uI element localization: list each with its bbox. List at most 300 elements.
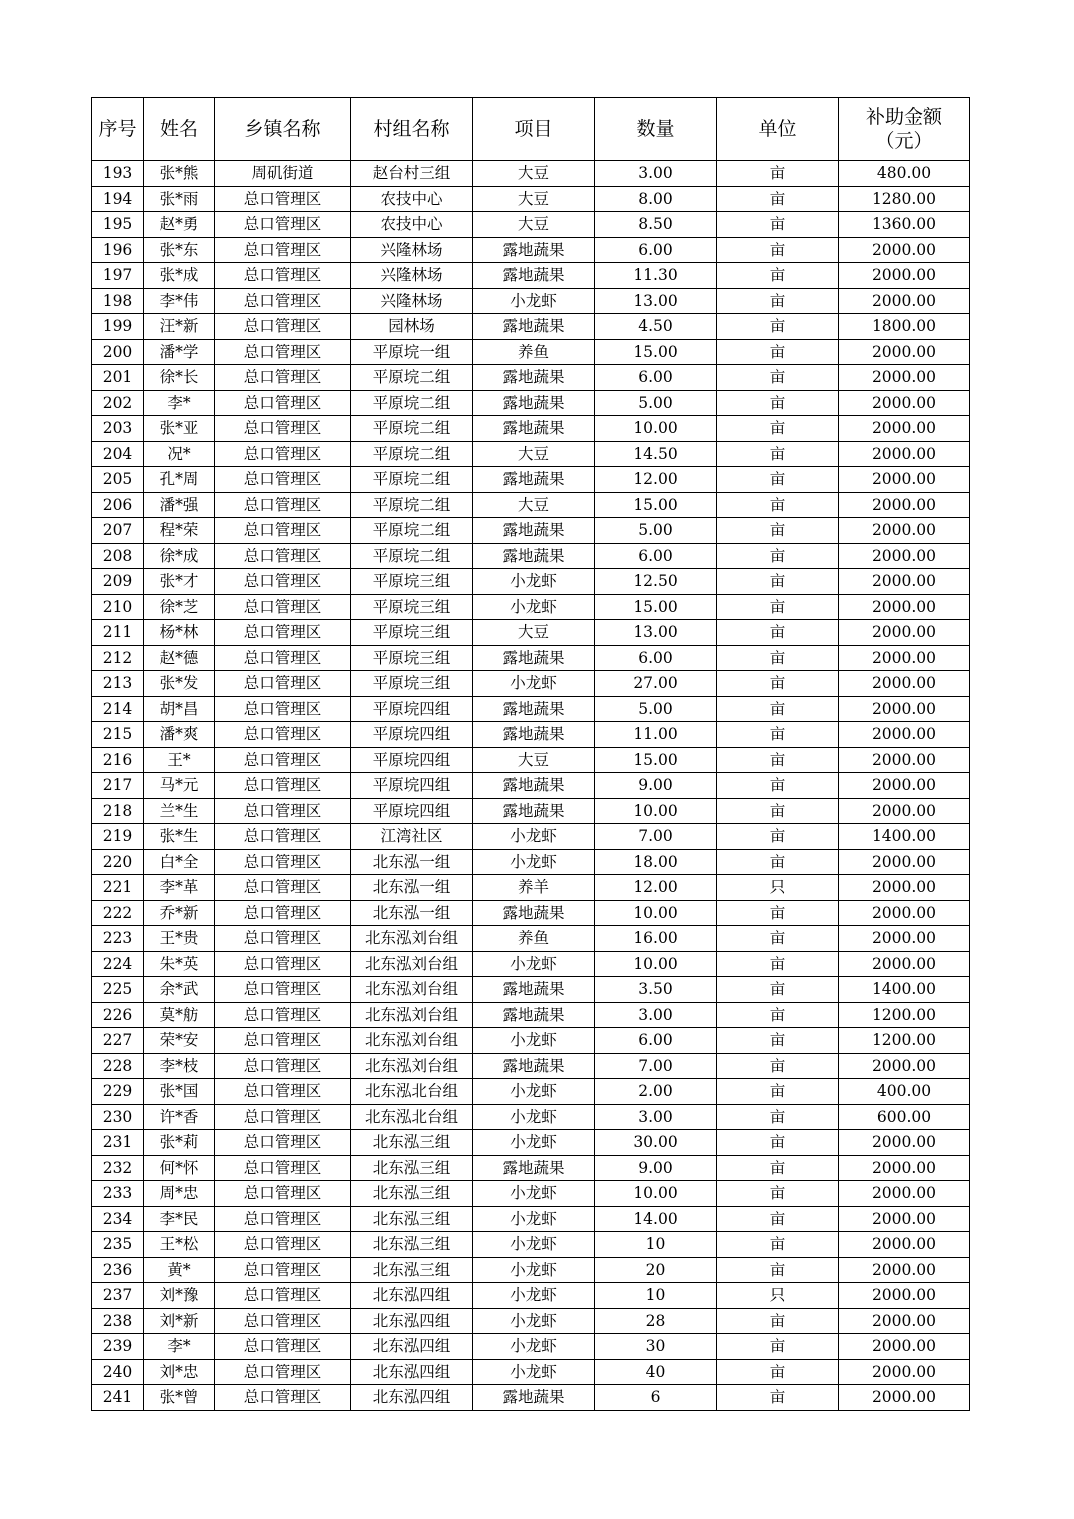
cell-name: 余*武: [144, 977, 215, 1003]
cell-village-group: 平原垸三组: [351, 671, 473, 697]
cell-village-group: 农技中心: [351, 212, 473, 238]
cell-project: 养鱼: [473, 339, 595, 365]
cell-quantity: 14.00: [595, 1206, 717, 1232]
cell-index: 221: [92, 875, 144, 901]
cell-township: 总口管理区: [215, 1232, 351, 1258]
cell-name: 杨*林: [144, 620, 215, 646]
cell-name: 张*亚: [144, 416, 215, 442]
cell-name: 李*: [144, 390, 215, 416]
header-index: 序号: [92, 98, 144, 161]
cell-name: 李*民: [144, 1206, 215, 1232]
table-row: [92, 518, 970, 544]
header-unit: 单位: [717, 98, 839, 161]
table-row: [92, 1181, 970, 1207]
cell-township: 总口管理区: [215, 1334, 351, 1360]
cell-quantity: 30.00: [595, 1130, 717, 1156]
cell-amount: 2000.00: [839, 951, 970, 977]
table-row: [92, 416, 970, 442]
cell-quantity: 5.00: [595, 518, 717, 544]
cell-unit: 亩: [717, 543, 839, 569]
table-row: [92, 1002, 970, 1028]
cell-quantity: 10: [595, 1232, 717, 1258]
table-row: [92, 1130, 970, 1156]
cell-index: 224: [92, 951, 144, 977]
cell-unit: 亩: [717, 339, 839, 365]
cell-village-group: 北东泓四组: [351, 1308, 473, 1334]
cell-amount: 2000.00: [839, 569, 970, 595]
cell-amount: 2000.00: [839, 1359, 970, 1385]
cell-amount: 2000.00: [839, 926, 970, 952]
cell-amount: 2000.00: [839, 849, 970, 875]
cell-unit: 亩: [717, 288, 839, 314]
cell-quantity: 20: [595, 1257, 717, 1283]
cell-name: 张*才: [144, 569, 215, 595]
cell-index: 216: [92, 747, 144, 773]
table-row: [92, 237, 970, 263]
cell-project: 小龙虾: [473, 1079, 595, 1105]
cell-index: 237: [92, 1283, 144, 1309]
cell-project: 露地蔬果: [473, 645, 595, 671]
cell-amount: 2000.00: [839, 1257, 970, 1283]
cell-quantity: 5.00: [595, 390, 717, 416]
cell-township: 总口管理区: [215, 1385, 351, 1411]
cell-amount: 2000.00: [839, 773, 970, 799]
table-row: [92, 1232, 970, 1258]
cell-index: 205: [92, 467, 144, 493]
cell-name: 王*贵: [144, 926, 215, 952]
cell-township: 总口管理区: [215, 1257, 351, 1283]
cell-township: 总口管理区: [215, 1104, 351, 1130]
cell-project: 小龙虾: [473, 569, 595, 595]
cell-unit: 亩: [717, 849, 839, 875]
cell-amount: 2000.00: [839, 722, 970, 748]
cell-project: 大豆: [473, 441, 595, 467]
cell-unit: 亩: [717, 1206, 839, 1232]
cell-amount: 2000.00: [839, 237, 970, 263]
cell-project: 露地蔬果: [473, 365, 595, 391]
cell-project: 露地蔬果: [473, 1155, 595, 1181]
table-row: [92, 467, 970, 493]
cell-unit: 亩: [717, 824, 839, 850]
cell-township: 总口管理区: [215, 747, 351, 773]
cell-unit: 亩: [717, 390, 839, 416]
cell-name: 张*发: [144, 671, 215, 697]
cell-village-group: 北东泓四组: [351, 1385, 473, 1411]
cell-quantity: 6.00: [595, 1028, 717, 1054]
cell-township: 总口管理区: [215, 1308, 351, 1334]
table-row: [92, 951, 970, 977]
subsidy-table: [91, 97, 970, 1411]
table-row: [92, 722, 970, 748]
cell-village-group: 北东泓一组: [351, 849, 473, 875]
table-row: [92, 900, 970, 926]
cell-name: 朱*英: [144, 951, 215, 977]
cell-project: 露地蔬果: [473, 798, 595, 824]
cell-amount: 1280.00: [839, 186, 970, 212]
cell-amount: 2000.00: [839, 288, 970, 314]
cell-township: 总口管理区: [215, 441, 351, 467]
cell-project: 露地蔬果: [473, 722, 595, 748]
cell-township: 总口管理区: [215, 900, 351, 926]
cell-project: 小龙虾: [473, 1308, 595, 1334]
cell-index: 198: [92, 288, 144, 314]
cell-village-group: 北东泓北台组: [351, 1079, 473, 1105]
cell-unit: 亩: [717, 1308, 839, 1334]
cell-township: 总口管理区: [215, 1359, 351, 1385]
table-row: [92, 212, 970, 238]
cell-project: 大豆: [473, 492, 595, 518]
cell-name: 张*国: [144, 1079, 215, 1105]
table-row: [92, 824, 970, 850]
cell-project: 露地蔬果: [473, 1053, 595, 1079]
table-row: [92, 492, 970, 518]
cell-quantity: 7.00: [595, 824, 717, 850]
cell-name: 兰*生: [144, 798, 215, 824]
cell-amount: 2000.00: [839, 1308, 970, 1334]
cell-amount: 2000.00: [839, 441, 970, 467]
cell-name: 张*曾: [144, 1385, 215, 1411]
cell-project: 露地蔬果: [473, 1002, 595, 1028]
cell-unit: 亩: [717, 1181, 839, 1207]
cell-quantity: 6.00: [595, 365, 717, 391]
cell-quantity: 13.00: [595, 620, 717, 646]
cell-township: 总口管理区: [215, 365, 351, 391]
cell-name: 刘*新: [144, 1308, 215, 1334]
cell-project: 小龙虾: [473, 1028, 595, 1054]
table-row: [92, 798, 970, 824]
cell-village-group: 北东泓三组: [351, 1257, 473, 1283]
cell-index: 203: [92, 416, 144, 442]
cell-project: 养鱼: [473, 926, 595, 952]
cell-index: 213: [92, 671, 144, 697]
cell-project: 大豆: [473, 212, 595, 238]
cell-township: 周矶街道: [215, 161, 351, 187]
cell-unit: 亩: [717, 441, 839, 467]
table-row: [92, 594, 970, 620]
cell-quantity: 10.00: [595, 900, 717, 926]
cell-amount: 2000.00: [839, 518, 970, 544]
table-row: [92, 875, 970, 901]
cell-index: 228: [92, 1053, 144, 1079]
cell-unit: 亩: [717, 620, 839, 646]
cell-village-group: 平原垸三组: [351, 569, 473, 595]
cell-project: 小龙虾: [473, 288, 595, 314]
table-row: [92, 1334, 970, 1360]
table-row: [92, 645, 970, 671]
cell-amount: 2000.00: [839, 1232, 970, 1258]
cell-village-group: 平原垸四组: [351, 696, 473, 722]
cell-quantity: 11.30: [595, 263, 717, 289]
cell-project: 小龙虾: [473, 671, 595, 697]
cell-township: 总口管理区: [215, 467, 351, 493]
cell-unit: 亩: [717, 569, 839, 595]
cell-project: 养羊: [473, 875, 595, 901]
cell-index: 208: [92, 543, 144, 569]
cell-amount: 2000.00: [839, 543, 970, 569]
cell-village-group: 北东泓刘台组: [351, 977, 473, 1003]
cell-name: 张*莉: [144, 1130, 215, 1156]
cell-quantity: 2.00: [595, 1079, 717, 1105]
cell-index: 225: [92, 977, 144, 1003]
table-row: [92, 161, 970, 187]
cell-name: 莫*舫: [144, 1002, 215, 1028]
table-row: [92, 288, 970, 314]
table-row: [92, 543, 970, 569]
cell-project: 小龙虾: [473, 1257, 595, 1283]
cell-name: 黄*: [144, 1257, 215, 1283]
table-row: [92, 1155, 970, 1181]
cell-quantity: 13.00: [595, 288, 717, 314]
cell-township: 总口管理区: [215, 1130, 351, 1156]
cell-project: 小龙虾: [473, 594, 595, 620]
cell-name: 马*元: [144, 773, 215, 799]
cell-quantity: 15.00: [595, 339, 717, 365]
cell-amount: 2000.00: [839, 1181, 970, 1207]
cell-index: 217: [92, 773, 144, 799]
cell-village-group: 北东泓刘台组: [351, 1028, 473, 1054]
cell-amount: 2000.00: [839, 1334, 970, 1360]
cell-township: 总口管理区: [215, 1079, 351, 1105]
header-township: 乡镇名称: [215, 98, 351, 161]
cell-amount: 2000.00: [839, 747, 970, 773]
cell-village-group: 北东泓三组: [351, 1206, 473, 1232]
cell-index: 236: [92, 1257, 144, 1283]
table-row: [92, 773, 970, 799]
cell-quantity: 10.00: [595, 798, 717, 824]
cell-amount: 1200.00: [839, 1028, 970, 1054]
cell-index: 229: [92, 1079, 144, 1105]
cell-quantity: 30: [595, 1334, 717, 1360]
cell-quantity: 9.00: [595, 773, 717, 799]
cell-name: 周*忠: [144, 1181, 215, 1207]
cell-quantity: 16.00: [595, 926, 717, 952]
cell-village-group: 平原垸一组: [351, 339, 473, 365]
cell-amount: 2000.00: [839, 671, 970, 697]
cell-quantity: 5.00: [595, 696, 717, 722]
cell-unit: 亩: [717, 645, 839, 671]
cell-quantity: 3.50: [595, 977, 717, 1003]
cell-quantity: 6.00: [595, 543, 717, 569]
cell-amount: 2000.00: [839, 1283, 970, 1309]
cell-index: 211: [92, 620, 144, 646]
cell-village-group: 平原垸二组: [351, 441, 473, 467]
cell-village-group: 平原垸二组: [351, 390, 473, 416]
cell-project: 大豆: [473, 620, 595, 646]
cell-unit: 亩: [717, 365, 839, 391]
cell-village-group: 北东泓北台组: [351, 1104, 473, 1130]
cell-village-group: 北东泓四组: [351, 1334, 473, 1360]
cell-index: 234: [92, 1206, 144, 1232]
table-row: [92, 1104, 970, 1130]
cell-name: 李*枝: [144, 1053, 215, 1079]
cell-unit: 亩: [717, 467, 839, 493]
cell-amount: 2000.00: [839, 416, 970, 442]
cell-quantity: 10.00: [595, 951, 717, 977]
cell-index: 220: [92, 849, 144, 875]
cell-township: 总口管理区: [215, 875, 351, 901]
cell-township: 总口管理区: [215, 390, 351, 416]
cell-name: 张*成: [144, 263, 215, 289]
cell-index: 232: [92, 1155, 144, 1181]
cell-amount: 1400.00: [839, 977, 970, 1003]
cell-unit: 亩: [717, 518, 839, 544]
header-village-group: 村组名称: [351, 98, 473, 161]
table-row: [92, 1385, 970, 1411]
cell-unit: 亩: [717, 1385, 839, 1411]
cell-unit: 亩: [717, 314, 839, 340]
cell-index: 215: [92, 722, 144, 748]
table-row: [92, 671, 970, 697]
cell-project: 露地蔬果: [473, 518, 595, 544]
table-row: [92, 1079, 970, 1105]
cell-village-group: 北东泓四组: [351, 1359, 473, 1385]
cell-amount: 1360.00: [839, 212, 970, 238]
cell-unit: 亩: [717, 696, 839, 722]
cell-unit: 亩: [717, 1002, 839, 1028]
cell-village-group: 北东泓刘台组: [351, 951, 473, 977]
cell-amount: 2000.00: [839, 696, 970, 722]
cell-index: 238: [92, 1308, 144, 1334]
table-row: [92, 1359, 970, 1385]
cell-amount: 2000.00: [839, 1206, 970, 1232]
cell-township: 总口管理区: [215, 1002, 351, 1028]
cell-township: 总口管理区: [215, 186, 351, 212]
cell-village-group: 平原垸三组: [351, 594, 473, 620]
cell-name: 潘*爽: [144, 722, 215, 748]
cell-index: 239: [92, 1334, 144, 1360]
table-row: [92, 569, 970, 595]
cell-project: 小龙虾: [473, 951, 595, 977]
table-row: [92, 1206, 970, 1232]
cell-unit: 亩: [717, 263, 839, 289]
cell-unit: 亩: [717, 798, 839, 824]
cell-unit: 亩: [717, 747, 839, 773]
cell-name: 张*东: [144, 237, 215, 263]
cell-unit: 亩: [717, 773, 839, 799]
cell-index: 227: [92, 1028, 144, 1054]
cell-name: 李*: [144, 1334, 215, 1360]
cell-index: 212: [92, 645, 144, 671]
cell-quantity: 6.00: [595, 645, 717, 671]
cell-township: 总口管理区: [215, 212, 351, 238]
cell-amount: 400.00: [839, 1079, 970, 1105]
cell-name: 赵*德: [144, 645, 215, 671]
cell-index: 218: [92, 798, 144, 824]
cell-name: 潘*学: [144, 339, 215, 365]
cell-quantity: 3.00: [595, 1104, 717, 1130]
cell-quantity: 27.00: [595, 671, 717, 697]
cell-village-group: 平原垸四组: [351, 773, 473, 799]
cell-quantity: 6: [595, 1385, 717, 1411]
cell-township: 总口管理区: [215, 1053, 351, 1079]
cell-village-group: 北东泓一组: [351, 875, 473, 901]
cell-unit: 亩: [717, 237, 839, 263]
cell-index: 240: [92, 1359, 144, 1385]
cell-amount: 2000.00: [839, 390, 970, 416]
cell-township: 总口管理区: [215, 237, 351, 263]
cell-amount: 2000.00: [839, 875, 970, 901]
cell-quantity: 15.00: [595, 492, 717, 518]
cell-quantity: 12.00: [595, 467, 717, 493]
cell-project: 大豆: [473, 161, 595, 187]
cell-unit: 亩: [717, 492, 839, 518]
table-row: [92, 1053, 970, 1079]
cell-unit: 亩: [717, 212, 839, 238]
cell-name: 张*雨: [144, 186, 215, 212]
cell-project: 露地蔬果: [473, 696, 595, 722]
cell-project: 露地蔬果: [473, 1385, 595, 1411]
cell-project: 小龙虾: [473, 1206, 595, 1232]
cell-amount: 2000.00: [839, 798, 970, 824]
cell-amount: 1400.00: [839, 824, 970, 850]
cell-index: 223: [92, 926, 144, 952]
cell-township: 总口管理区: [215, 569, 351, 595]
cell-village-group: 平原垸二组: [351, 543, 473, 569]
cell-township: 总口管理区: [215, 339, 351, 365]
table-row: [92, 620, 970, 646]
cell-unit: 亩: [717, 951, 839, 977]
header-project: 项目: [473, 98, 595, 161]
header-row: [92, 98, 970, 161]
cell-index: 214: [92, 696, 144, 722]
cell-township: 总口管理区: [215, 1206, 351, 1232]
cell-village-group: 赵台村三组: [351, 161, 473, 187]
header-amount-line1: 补助金额: [865, 106, 942, 128]
cell-amount: 2000.00: [839, 1053, 970, 1079]
cell-unit: 亩: [717, 900, 839, 926]
cell-amount: 2000.00: [839, 467, 970, 493]
cell-name: 何*怀: [144, 1155, 215, 1181]
cell-village-group: 平原垸二组: [351, 416, 473, 442]
cell-index: 204: [92, 441, 144, 467]
cell-index: 235: [92, 1232, 144, 1258]
cell-name: 刘*豫: [144, 1283, 215, 1309]
cell-amount: 2000.00: [839, 365, 970, 391]
cell-name: 荣*安: [144, 1028, 215, 1054]
cell-project: 小龙虾: [473, 1283, 595, 1309]
cell-unit: 亩: [717, 1257, 839, 1283]
cell-village-group: 平原垸四组: [351, 722, 473, 748]
cell-village-group: 平原垸四组: [351, 798, 473, 824]
cell-village-group: 平原垸二组: [351, 518, 473, 544]
cell-village-group: 北东泓三组: [351, 1155, 473, 1181]
header-name: 姓名: [144, 98, 215, 161]
table-row: [92, 1283, 970, 1309]
cell-project: 露地蔬果: [473, 390, 595, 416]
cell-quantity: 14.50: [595, 441, 717, 467]
cell-project: 小龙虾: [473, 1104, 595, 1130]
cell-project: 大豆: [473, 747, 595, 773]
cell-quantity: 40: [595, 1359, 717, 1385]
cell-name: 赵*勇: [144, 212, 215, 238]
cell-quantity: 15.00: [595, 747, 717, 773]
cell-unit: 亩: [717, 1028, 839, 1054]
cell-project: 露地蔬果: [473, 314, 595, 340]
cell-unit: 亩: [717, 1130, 839, 1156]
cell-index: 196: [92, 237, 144, 263]
cell-quantity: 12.00: [595, 875, 717, 901]
cell-index: 231: [92, 1130, 144, 1156]
cell-index: 201: [92, 365, 144, 391]
cell-index: 206: [92, 492, 144, 518]
cell-project: 小龙虾: [473, 1181, 595, 1207]
cell-village-group: 北东泓三组: [351, 1130, 473, 1156]
cell-name: 许*香: [144, 1104, 215, 1130]
cell-quantity: 12.50: [595, 569, 717, 595]
table-row: [92, 849, 970, 875]
table-row: [92, 263, 970, 289]
cell-quantity: 10.00: [595, 416, 717, 442]
